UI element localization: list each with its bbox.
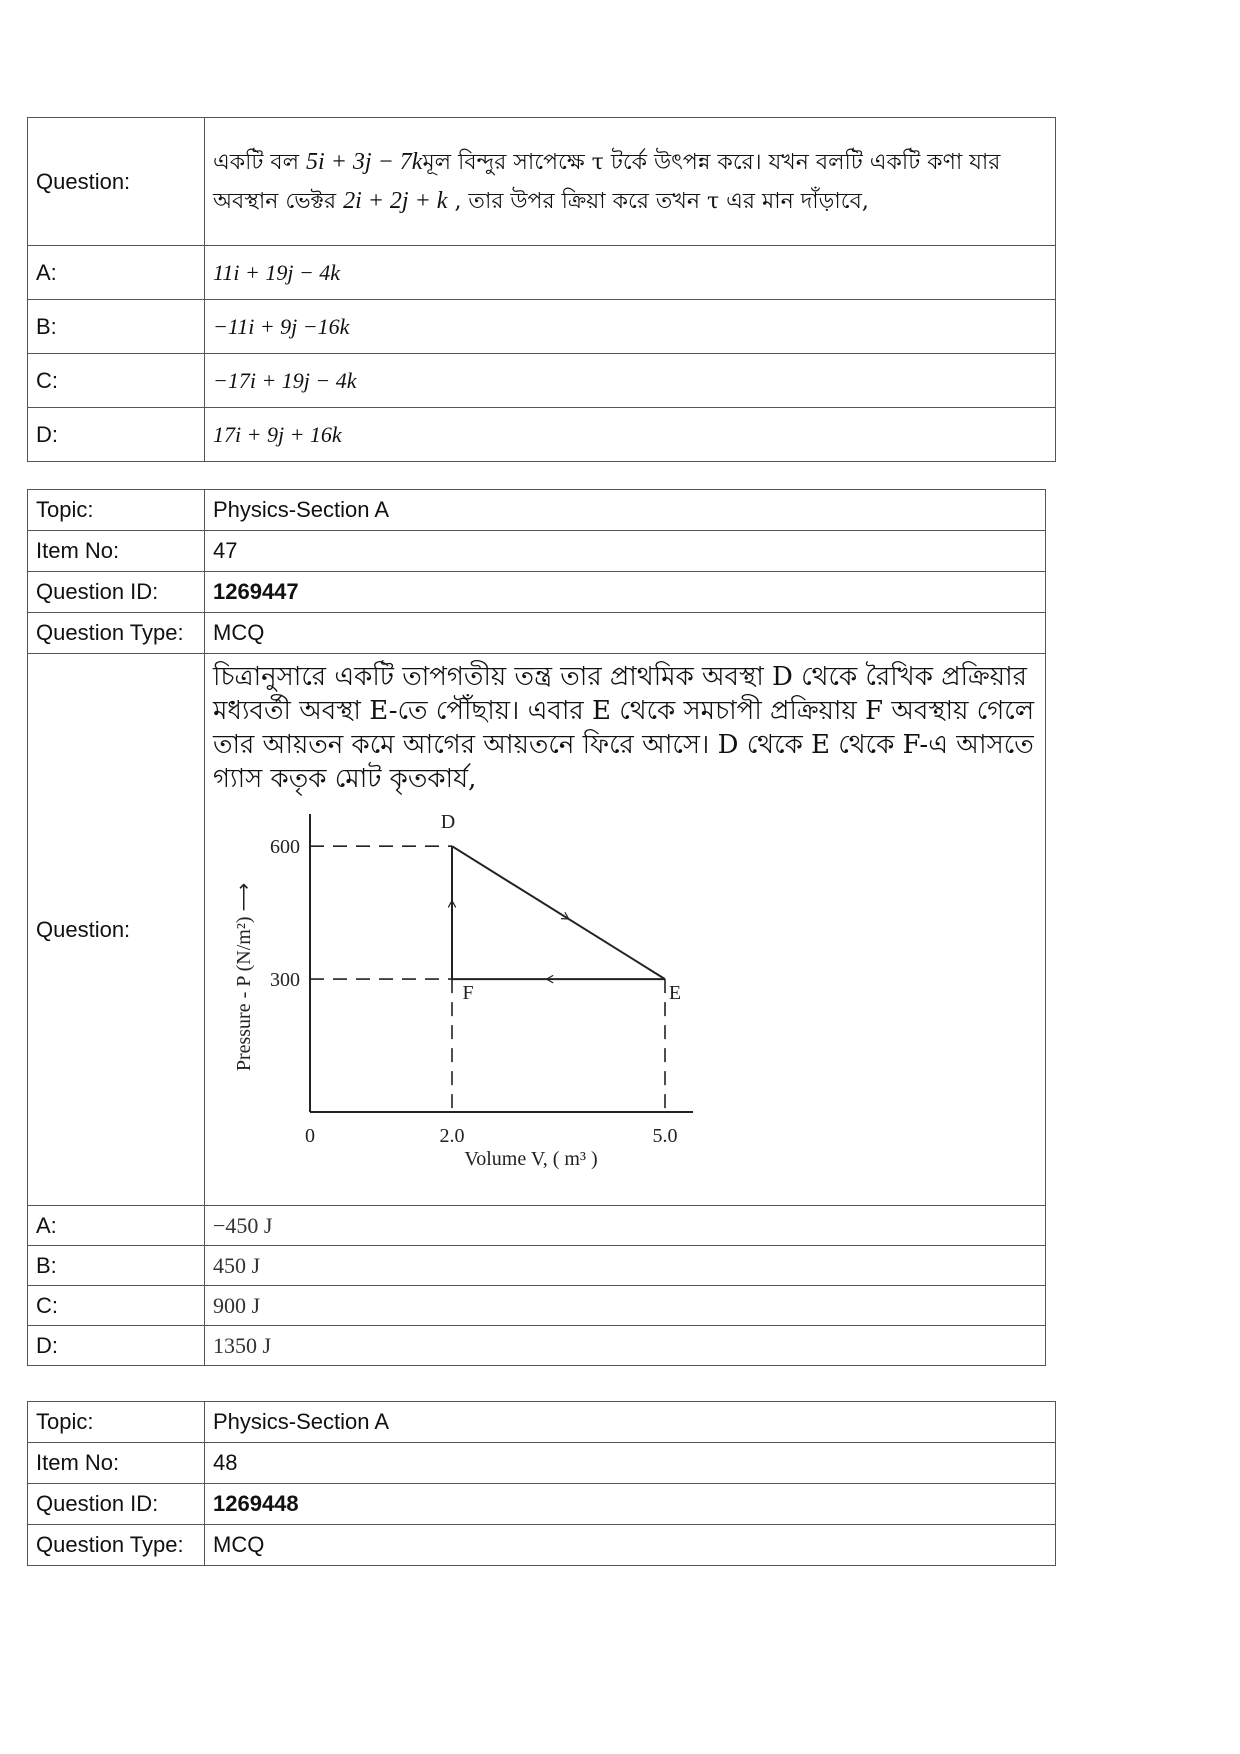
- question-type-row: [28, 613, 1046, 654]
- question-id-label: Question ID:: [28, 572, 205, 613]
- option-label: D:: [28, 408, 205, 462]
- question-id-value: 1269448: [205, 1484, 1056, 1525]
- option-value: −17i + 19j − 4k: [205, 354, 1056, 408]
- topic-value: Physics-Section A: [205, 1402, 1056, 1443]
- option-row: [28, 354, 1056, 408]
- topic-label: Topic:: [28, 490, 205, 531]
- option-value: 11i + 19j − 4k: [205, 246, 1056, 300]
- option-value: 1350 J: [205, 1326, 1046, 1366]
- question-text: চিত্রানুসারে একটি তাপগতীয় তন্ত্র তার প্রাথমিক অবস্থা D থেকে রৈখিক প্রক্রিয়ার মধ্যবর্তী অবস্থা E-তে পৌঁছায়। এবার E থেকে সমচাপী প্রক্রিয়ায় F অবস্থায় গেলে তার আয়তন কমে আগের আয়তনে ফিরে আসে। D থেকে E থেকে F-এ আসতে গ্যাস কতৃক মোট কৃতকার্য,: [213, 662, 1035, 794]
- question-text: একটি বল 5i + 3j − 7kমূল বিন্দুর সাপেক্ষে τ টর্কে উৎপন্ন করে। যখন বলটি একটি কণা যার অবস্থান ভেক্টর 2i + 2j + k , তার উপর ক্রিয়া করে তখন τ এর মান দাঁড়াবে,: [205, 118, 1056, 246]
- question-label: Question:: [28, 118, 205, 246]
- option-value: 450 J: [205, 1246, 1046, 1286]
- question-table-1: [27, 117, 1056, 462]
- topic-value: Physics-Section A: [205, 490, 1046, 531]
- option-label: A:: [28, 1206, 205, 1246]
- x-tick-label: 5.0: [652, 1125, 678, 1147]
- question-type-label: Question Type:: [28, 613, 205, 654]
- option-row: [28, 300, 1056, 354]
- question-id-row: [28, 1484, 1056, 1525]
- option-value: 900 J: [205, 1286, 1046, 1326]
- item-no-row: [28, 531, 1046, 572]
- option-label: D:: [28, 1326, 205, 1366]
- option-row: [28, 246, 1056, 300]
- point-label-F: F: [462, 982, 474, 1005]
- question-row: [28, 654, 1046, 1206]
- position-vector: 2i + 2j + k: [343, 187, 448, 214]
- option-value: −11i + 9j −16k: [205, 300, 1056, 354]
- option-row: [28, 408, 1056, 462]
- question-table-2: [27, 489, 1046, 1366]
- question-id-label: Question ID:: [28, 1484, 205, 1525]
- topic-row: [28, 490, 1046, 531]
- question-type-label: Question Type:: [28, 1525, 205, 1566]
- option-row: [28, 1246, 1046, 1286]
- pv-diagram: [213, 802, 693, 1182]
- question-type-value: MCQ: [205, 613, 1046, 654]
- topic-label: Topic:: [28, 1402, 205, 1443]
- x-tick-label: 2.0: [439, 1125, 465, 1147]
- question-type-row: [28, 1525, 1056, 1566]
- question-table-3: [27, 1401, 1056, 1566]
- question-type-value: MCQ: [205, 1525, 1056, 1566]
- x-axis-label: Volume V, ( m³ ): [464, 1148, 598, 1170]
- option-row: [28, 1326, 1046, 1366]
- force-vector: 5i + 3j − 7k: [306, 148, 423, 175]
- process-line-D-E: [452, 846, 665, 979]
- y-tick-label: 600: [270, 836, 300, 859]
- question-body: [205, 654, 1046, 1206]
- option-label: C:: [28, 1286, 205, 1326]
- point-label-E: E: [668, 982, 682, 1005]
- question-id-row: [28, 572, 1046, 613]
- option-label: B:: [28, 1246, 205, 1286]
- question-label: Question:: [28, 654, 205, 1206]
- item-no-label: Item No:: [28, 531, 205, 572]
- y-tick-label: 300: [270, 969, 300, 992]
- option-label: C:: [28, 354, 205, 408]
- x-tick-label: 0: [305, 1125, 315, 1147]
- option-value: −450 J: [205, 1206, 1046, 1246]
- item-no-value: 47: [205, 531, 1046, 572]
- item-no-row: [28, 1443, 1056, 1484]
- question-row: [28, 118, 1056, 246]
- option-label: B:: [28, 300, 205, 354]
- item-no-value: 48: [205, 1443, 1056, 1484]
- option-row: [28, 1286, 1046, 1326]
- option-value: 17i + 9j + 16k: [205, 408, 1056, 462]
- point-label-D: D: [440, 811, 456, 834]
- question-id-value: 1269447: [205, 572, 1046, 613]
- option-label: A:: [28, 246, 205, 300]
- y-axis-label: Pressure - P (N/m²) ⟶: [233, 882, 255, 1072]
- option-row: [28, 1206, 1046, 1246]
- item-no-label: Item No:: [28, 1443, 205, 1484]
- topic-row: [28, 1402, 1056, 1443]
